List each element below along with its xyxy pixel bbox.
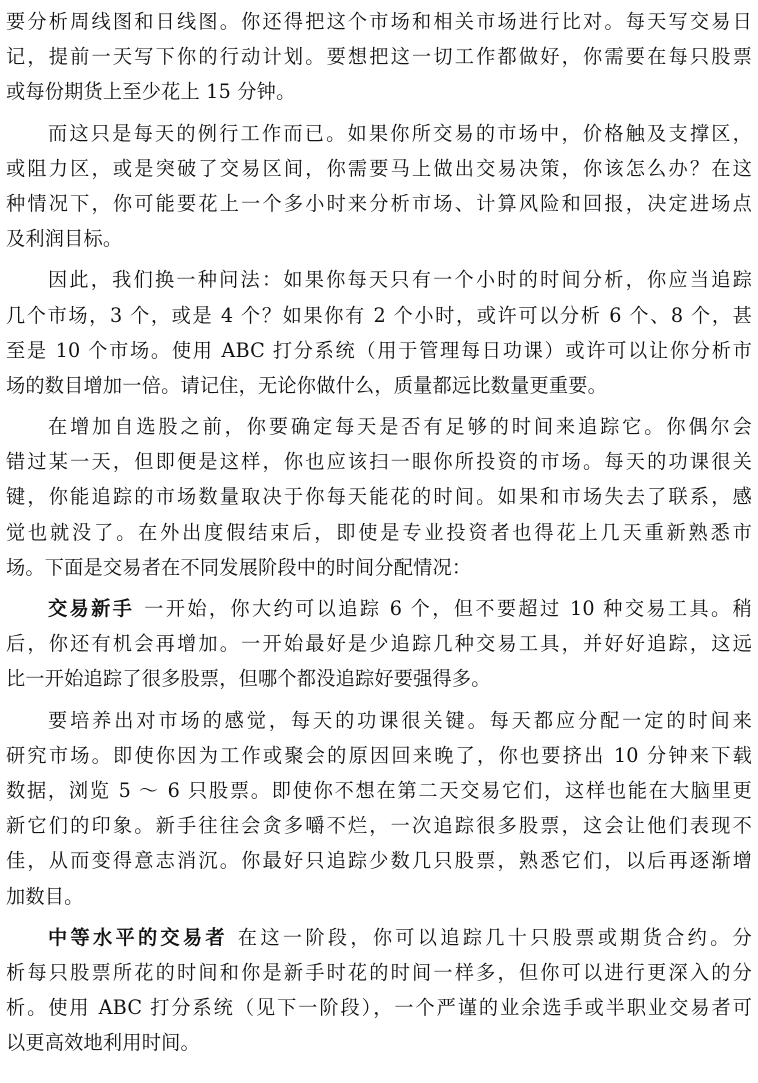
text-line: 加数目。 [6, 884, 84, 908]
text-line: 后，你还有机会再增加。一开始最好是少追踪几种交易工具，并好好追踪，这远 [6, 632, 752, 656]
text-line: 数据，浏览 5 ～ 6 只股票。即使你不想在第二天交易它们，这样也能在大脑里更 [6, 778, 752, 802]
text-line: 而这只是每天的例行工作而已。如果你所交易的市场中，价格触及支撑区， [48, 121, 752, 145]
text-line: 因此，我们换一种问法：如果你每天只有一个小时的时间分析，你应当追踪 [48, 268, 752, 292]
text-line: 几个市场，3 个，或是 4 个？如果你有 2 个小时，或许可以分析 6 个、8 个，甚 [6, 303, 752, 327]
paragraph [6, 116, 752, 257]
text-line: 佳，从而变得意志消沉。你最好只追踪少数几只股票，熟悉它们，以后再逐渐增 [6, 849, 752, 873]
text-line: 析。使用 ABC 打分系统（见下一阶段），一个严谨的业余选手或半职业交易者可 [6, 996, 752, 1020]
paragraph [6, 4, 752, 110]
paragraph [6, 920, 752, 1061]
paragraph [6, 591, 752, 697]
text-line: 错过某一天，但即便是这样，你也应该扫一眼你所投资的市场。每天的功课很关 [6, 450, 752, 474]
text-line: 新它们的印象。新手往往会贪多嚼不烂，一次追踪很多股票，这会让他们表现不 [6, 814, 752, 838]
text-line-body: 在这一阶段，你可以追踪几十只股票或期货合约。分 [237, 925, 752, 949]
text-line: 研究市场。即使你因为工作或聚会的原因回来晚了，你也要挤出 10 分钟来下载 [6, 743, 752, 767]
text-line: 记，提前一天写下你的行动计划。要想把这一切工作都做好，你需要在每只股票 [6, 45, 752, 69]
text-line: 或阻力区，或是突破了交易区间，你需要马上做出交易决策，你该怎么办？在这 [6, 156, 752, 180]
text-line: 要培养出对市场的感觉，每天的功课很关键。每天都应分配一定的时间来 [48, 708, 752, 732]
text-line: 比一开始追踪了很多股票，但哪个都没追踪好要强得多。 [6, 667, 491, 691]
text-line: 以更高效地利用时间。 [6, 1031, 200, 1055]
paragraph [6, 703, 752, 914]
text-line: 觉也就没了。在外出度假结束后，即使是专业投资者也得花上几天重新熟悉市 [6, 520, 752, 544]
paragraph [6, 409, 752, 585]
text-line: 场。下面是交易者在不同发展阶段中的时间分配情况： [6, 555, 472, 579]
text-line: 及利润目标。 [6, 227, 123, 251]
text-line-body: 一开始，你大约可以追踪 6 个，但不要超过 10 种交易工具。稍 [144, 597, 752, 620]
text-line: 要分析周线图和日线图。你还得把这个市场和相关市场进行比对。每天写交易日 [6, 10, 752, 33]
text-line: 至是 10 个市场。使用 ABC 打分系统（用于管理每日功课）或许可以让你分析市 [6, 338, 752, 362]
text-line: 或每份期货上至少花上 15 分钟。 [6, 80, 296, 104]
section-keyword: 交易新手 [48, 597, 135, 620]
text-line: 析每只股票所花的时间和你是新手时花的时间一样多，但你可以进行更深入的分 [6, 960, 752, 984]
text-line [6, 591, 752, 626]
text-line: 种情况下，你可能要花上一个多小时来分析市场、计算风险和回报，决定进场点 [6, 191, 752, 215]
text-line: 键，你能追踪的市场数量取决于你每天能花的时间。如果和市场失去了联系，感 [6, 485, 752, 509]
text-line [6, 920, 752, 955]
section-keyword: 中等水平的交易者 [48, 925, 228, 949]
paragraph [6, 262, 752, 403]
text-line: 在增加自选股之前，你要确定每天是否有足够的时间来追踪它。你偶尔会 [48, 415, 752, 439]
text-line: 场的数目增加一倍。请记住，无论你做什么，质量都远比数量更重要。 [6, 373, 608, 397]
